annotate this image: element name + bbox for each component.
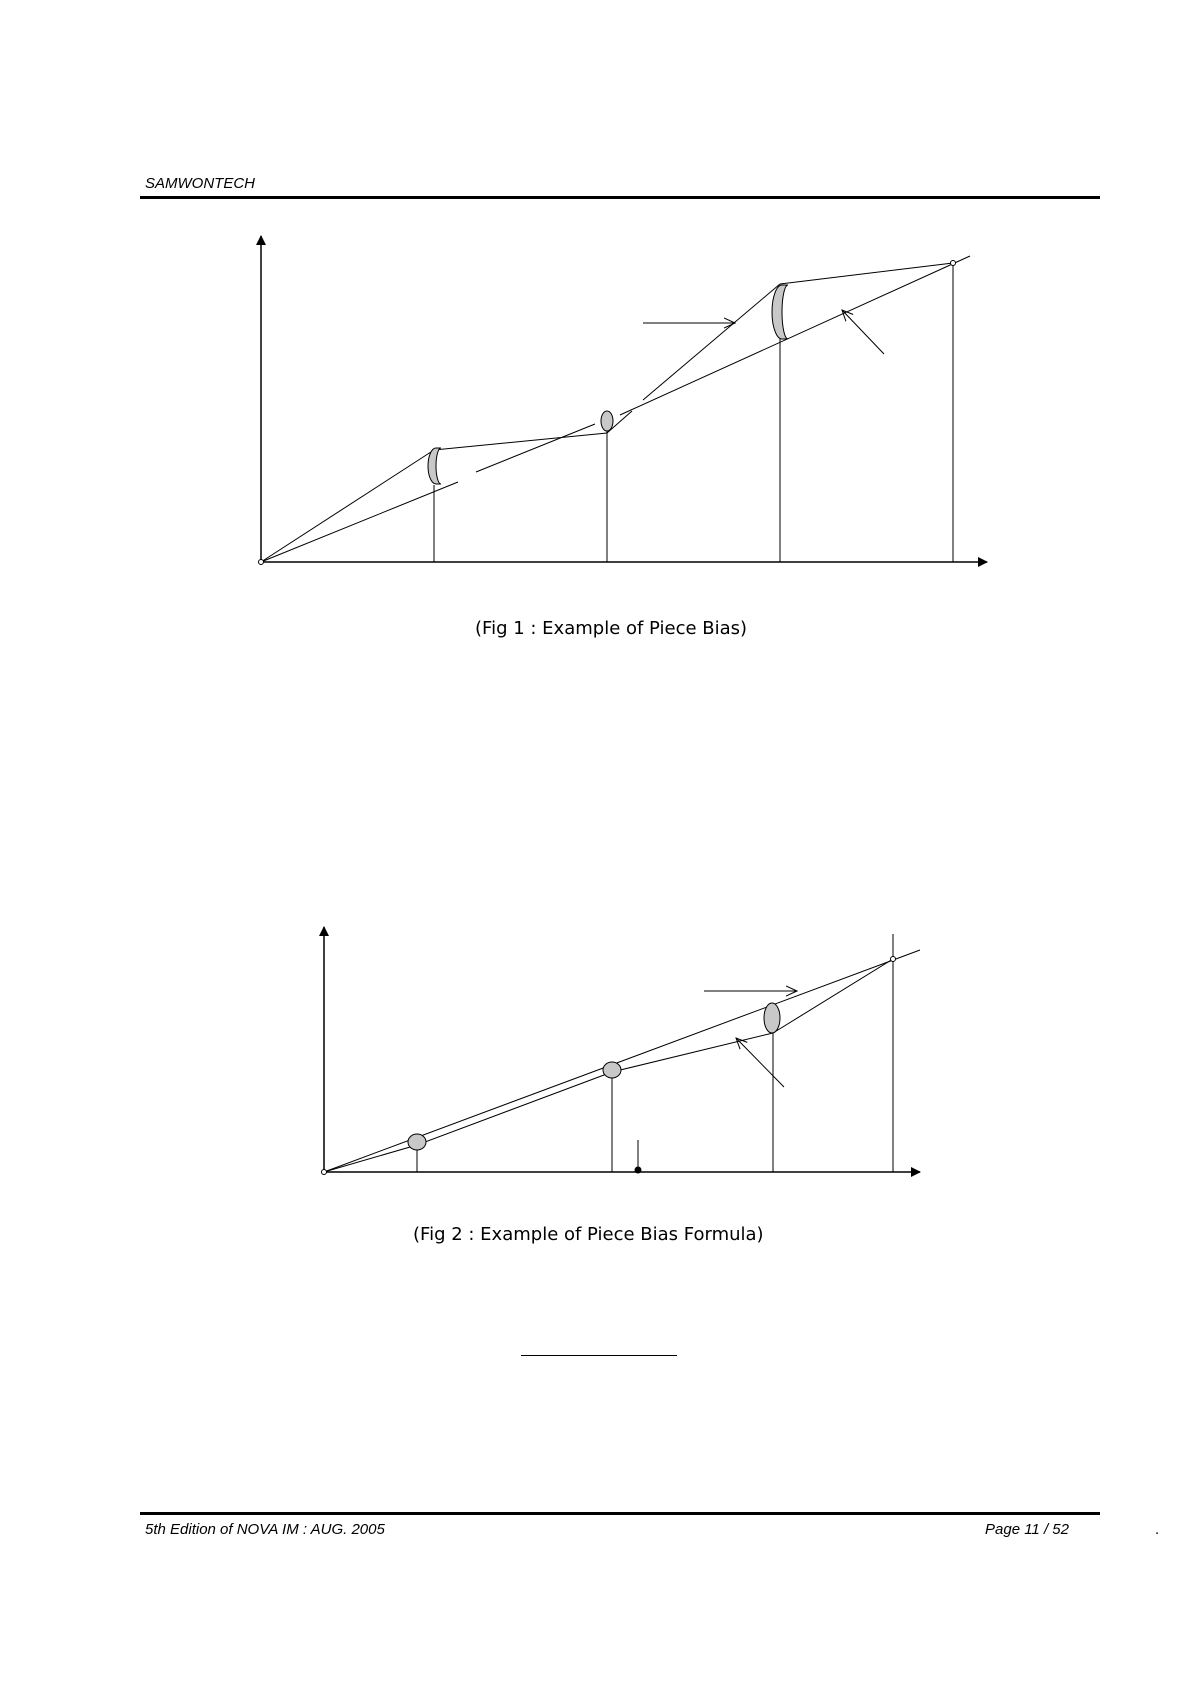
fig1-drop-lines (434, 263, 953, 562)
fig2-origin-point (322, 1170, 327, 1175)
fig1-callout-arrows (643, 310, 884, 354)
fig2-end-point (891, 957, 896, 962)
footer-trailing-mark: . (1155, 1521, 1160, 1538)
fig2-marker-dot (635, 1167, 642, 1174)
figure-1-caption: (Fig 1 : Example of Piece Bias) (475, 618, 748, 639)
fig1-axes (261, 236, 987, 562)
fig1-origin-point (259, 560, 264, 565)
formula-fraction-line (521, 1355, 677, 1356)
footer-page-number: Page 11 / 52 (985, 1521, 1069, 1538)
fig1-straight-line (261, 256, 970, 562)
fig2-callout-arrows (704, 991, 797, 1087)
footer-edition: 5th Edition of NOVA IM : AUG. 2005 (145, 1521, 385, 1538)
fig1-end-point (951, 261, 956, 266)
figure-2-caption: (Fig 2 : Example of Piece Bias Formula) (413, 1224, 764, 1245)
footer-rule (140, 1512, 1100, 1515)
header-company: SAMWONTECH (145, 175, 255, 192)
fig2-drop-lines (417, 934, 893, 1172)
fig1-bias-markers (428, 285, 788, 484)
